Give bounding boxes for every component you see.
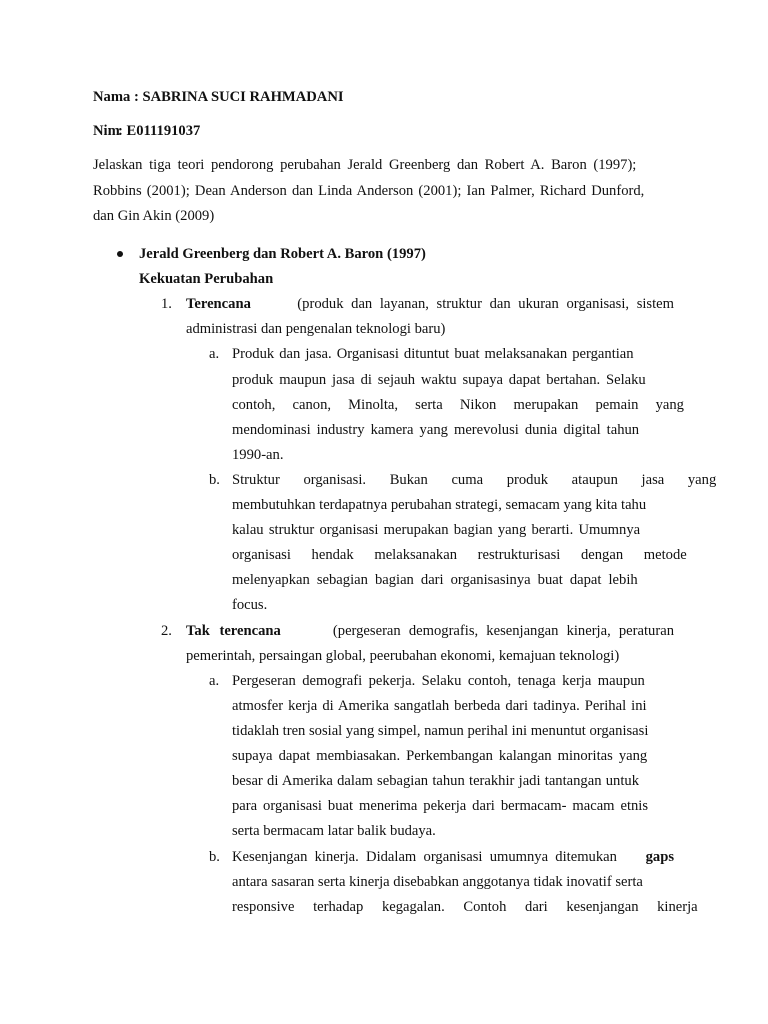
item-1-desc-1: (produk dan layanan, struktur dan ukuran organisasi, sistem (297, 296, 674, 312)
item-2-line-1 (186, 622, 674, 640)
item-1b-line-4: organisasi hendak melaksanakan restrukturisasi dengan metode (232, 547, 687, 563)
item-2a-line-6: para organisasi buat menerima pekerja dari bermacam- macam etnis (232, 798, 649, 814)
student-name: Nama : SABRINA SUCI RAHMADANI (93, 89, 344, 105)
item-2a-line-5: besar di Amerika dalam sebagian tahun terakhir jadi tantangan untuk (232, 773, 639, 789)
item-2b-text-1: Kesenjangan kinerja. Didalam organisasi umumnya ditemukan (232, 849, 617, 865)
item-2a-line-1: Pergeseran demografi pekerja. Selaku contoh, tenaga kerja maupun (232, 673, 645, 689)
item-2a-line-7: serta bermacam latar balik budaya. (232, 823, 436, 839)
item-1a-line-3: contoh, canon, Minolta, serta Nikon merupakan pemain yang (232, 397, 684, 413)
item-2b-gaps: gaps (645, 849, 674, 865)
item-1a-line-2: produk maupun jasa di sejauh waktu supaya dapat bertahan. Selaku (232, 372, 646, 388)
item-2b-line-3: responsive terhadap kegagalan. Contoh dari kesenjangan kinerja (232, 899, 698, 915)
item-1a-line-1: Produk dan jasa. Organisasi dituntut buat melaksanakan pergantian (232, 346, 634, 362)
question-line-3: dan Gin Akin (2009) (93, 208, 215, 224)
item-2b-line-1 (232, 848, 674, 866)
item-1a-line-4: mendominasi industry kamera yang merevolusi dunia digital tahun (232, 422, 640, 438)
item-2-title: Tak terencana (186, 623, 281, 639)
item-1-desc-2: administrasi dan pengenalan teknologi baru) (186, 321, 446, 337)
item-2a-line-2: atmosfer kerja di Amerika sangatlah berbeda dari tadinya. Perihal ini (232, 698, 647, 714)
item-1b-line-5: melenyapkan sebagian bagian dari organisasinya buat dapat lebih (232, 572, 638, 588)
student-nim-label: Nim (93, 123, 120, 139)
section-title: Jerald Greenberg dan Robert A. Baron (1997) (139, 246, 426, 262)
item-1b-line-6: focus. (232, 597, 268, 613)
item-2b-line-2: antara sasaran serta kinerja disebabkan anggotanya tidak inovatif serta (232, 874, 643, 890)
item-2-desc-2: pemerintah, persaingan global, peerubahan ekonomi, kemajuan teknologi) (186, 648, 620, 664)
item-1b-line-2: membutuhkan terdapatnya perubahan strategi, semacam yang kita tahu (232, 497, 647, 513)
question-line-1 (93, 156, 674, 174)
item-1a-line-5: 1990-an. (232, 447, 284, 463)
bullet-icon (117, 251, 123, 257)
item-2-desc-1: (pergeseran demografis, kesenjangan kinerja, peraturan (332, 623, 674, 639)
item-1b-line-1: Struktur organisasi. Bukan cuma produk ataupun jasa yang (232, 472, 717, 488)
item-1b-letter: b. (209, 472, 220, 488)
item-2a-line-4: supaya dapat membiasakan. Perkembangan kalangan minoritas yang (232, 748, 648, 764)
student-nim-value: : E011191037 (118, 123, 201, 139)
item-2b-letter: b. (209, 849, 220, 865)
item-2a-line-3: tidaklah tren sosial yang simpel, namun perihal ini menuntut organisasi (232, 723, 649, 739)
item-2-number: 2. (161, 623, 172, 639)
question-text-1: Jelaskan tiga teori pendorong perubahan Jerald Greenberg dan Robert A. Baron (1997); (93, 157, 637, 173)
section-subtitle: Kekuatan Perubahan (139, 271, 274, 287)
item-1a-letter: a. (209, 346, 220, 362)
item-1-line-1 (186, 295, 674, 313)
item-2a-letter: a. (209, 673, 220, 689)
item-1b-line-3: kalau struktur organisasi merupakan bagian yang berarti. Umumnya (232, 522, 641, 538)
item-1-title: Terencana (186, 296, 251, 312)
item-1-number: 1. (161, 296, 172, 312)
question-line-2: Robbins (2001); Dean Anderson dan Linda Anderson (2001); Ian Palmer, Richard Dunford, (93, 183, 645, 199)
